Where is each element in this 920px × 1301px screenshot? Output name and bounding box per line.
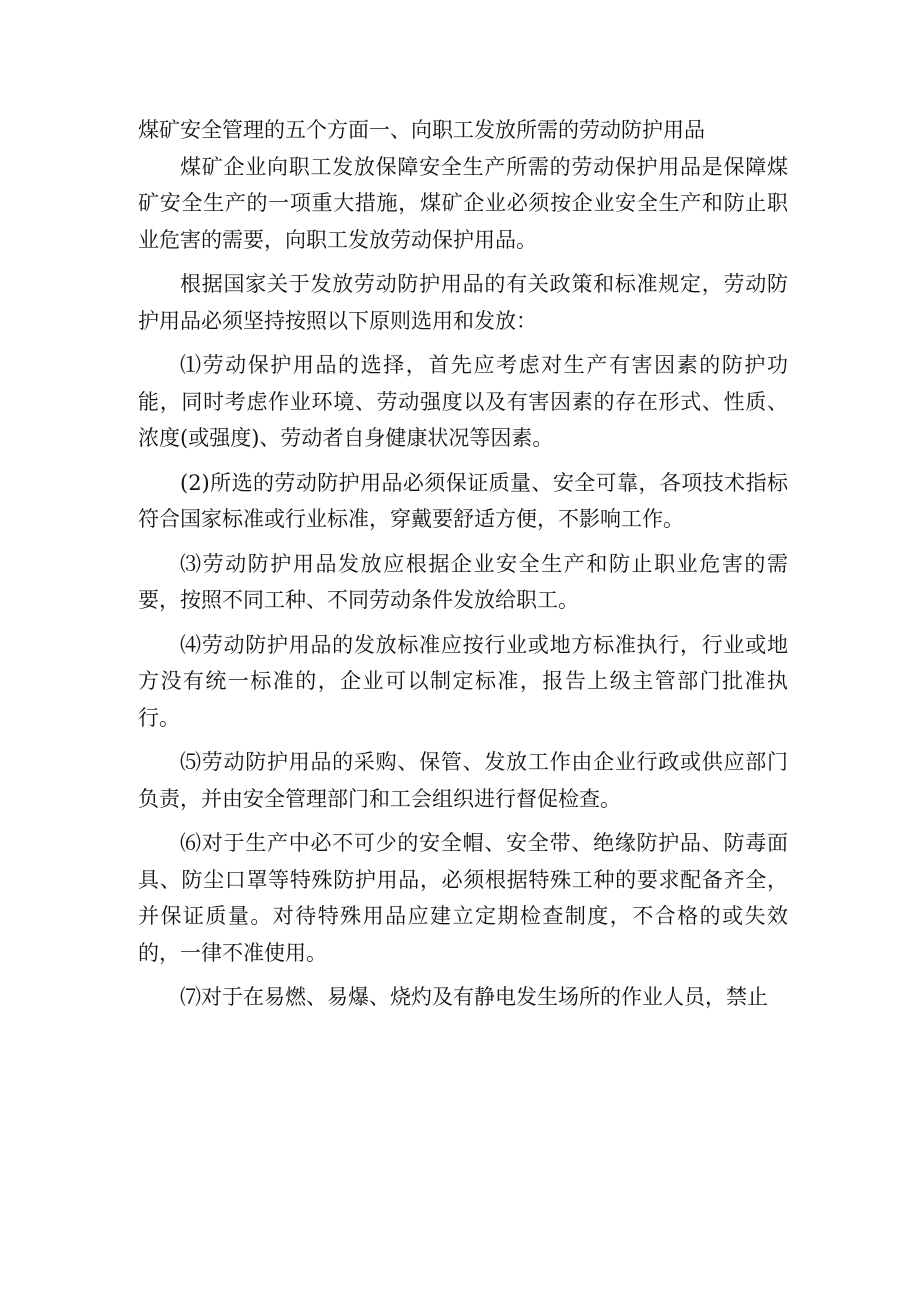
- document-body: [138, 112, 788, 1016]
- paragraph: ⑷劳动防护用品的发放标准应按行业或地方标准执行，行业或地方没有统一标准的，企业可以制定标准，报告上级主管部门批准执行。: [138, 632, 788, 730]
- document-title: 煤矿安全管理的五个方面一、向职工发放所需的劳动防护用品: [138, 118, 705, 142]
- paragraph: ⑺对于在易燃、易爆、烧灼及有静电发生场所的作业人员，禁止: [180, 985, 768, 1009]
- paragraph: ⑴劳动保护用品的选择，首先应考虑对生产有害因素的防护功能，同时考虑作业环境、劳动强度以及有害因素的存在形式、性质、浓度(或强度)、劳动者自身健康状况等因素。: [138, 353, 788, 450]
- paragraph: ⑶劳动防护用品发放应根据企业安全生产和防止职业危害的需要，按照不同工种、不同劳动条件发放给职工。: [138, 551, 788, 612]
- paragraph: 煤矿企业向职工发放保障安全生产所需的劳动保护用品是保障煤矿安全生产的一项重大措施，煤矿企业必须按企业安全生产和防止职业危害的需要，向职工发放劳动保护用品。: [138, 154, 788, 252]
- paragraph: 根据国家关于发放劳动防护用品的有关政策和标准规定，劳动防护用品必须坚持按照以下原则选用和发放：: [138, 272, 788, 333]
- paragraph: (2)所选的劳动防护用品必须保证质量、安全可靠，各项技术指标符合国家标准或行业标准，穿戴要舒适方便，不影响工作。: [138, 470, 788, 531]
- paragraph: ⑸劳动防护用品的采购、保管、发放工作由企业行政或供应部门负责，并由安全管理部门和工会组织进行督促检查。: [138, 750, 788, 811]
- paragraph: ⑹对于生产中必不可少的安全帽、安全带、绝缘防护品、防毒面具、防尘口罩等特殊防护用品，必须根据特殊工种的要求配备齐全，并保证质量。对待特殊用品应建立定期检查制度，不合格的或失效的，一律不准使用。: [138, 831, 788, 965]
